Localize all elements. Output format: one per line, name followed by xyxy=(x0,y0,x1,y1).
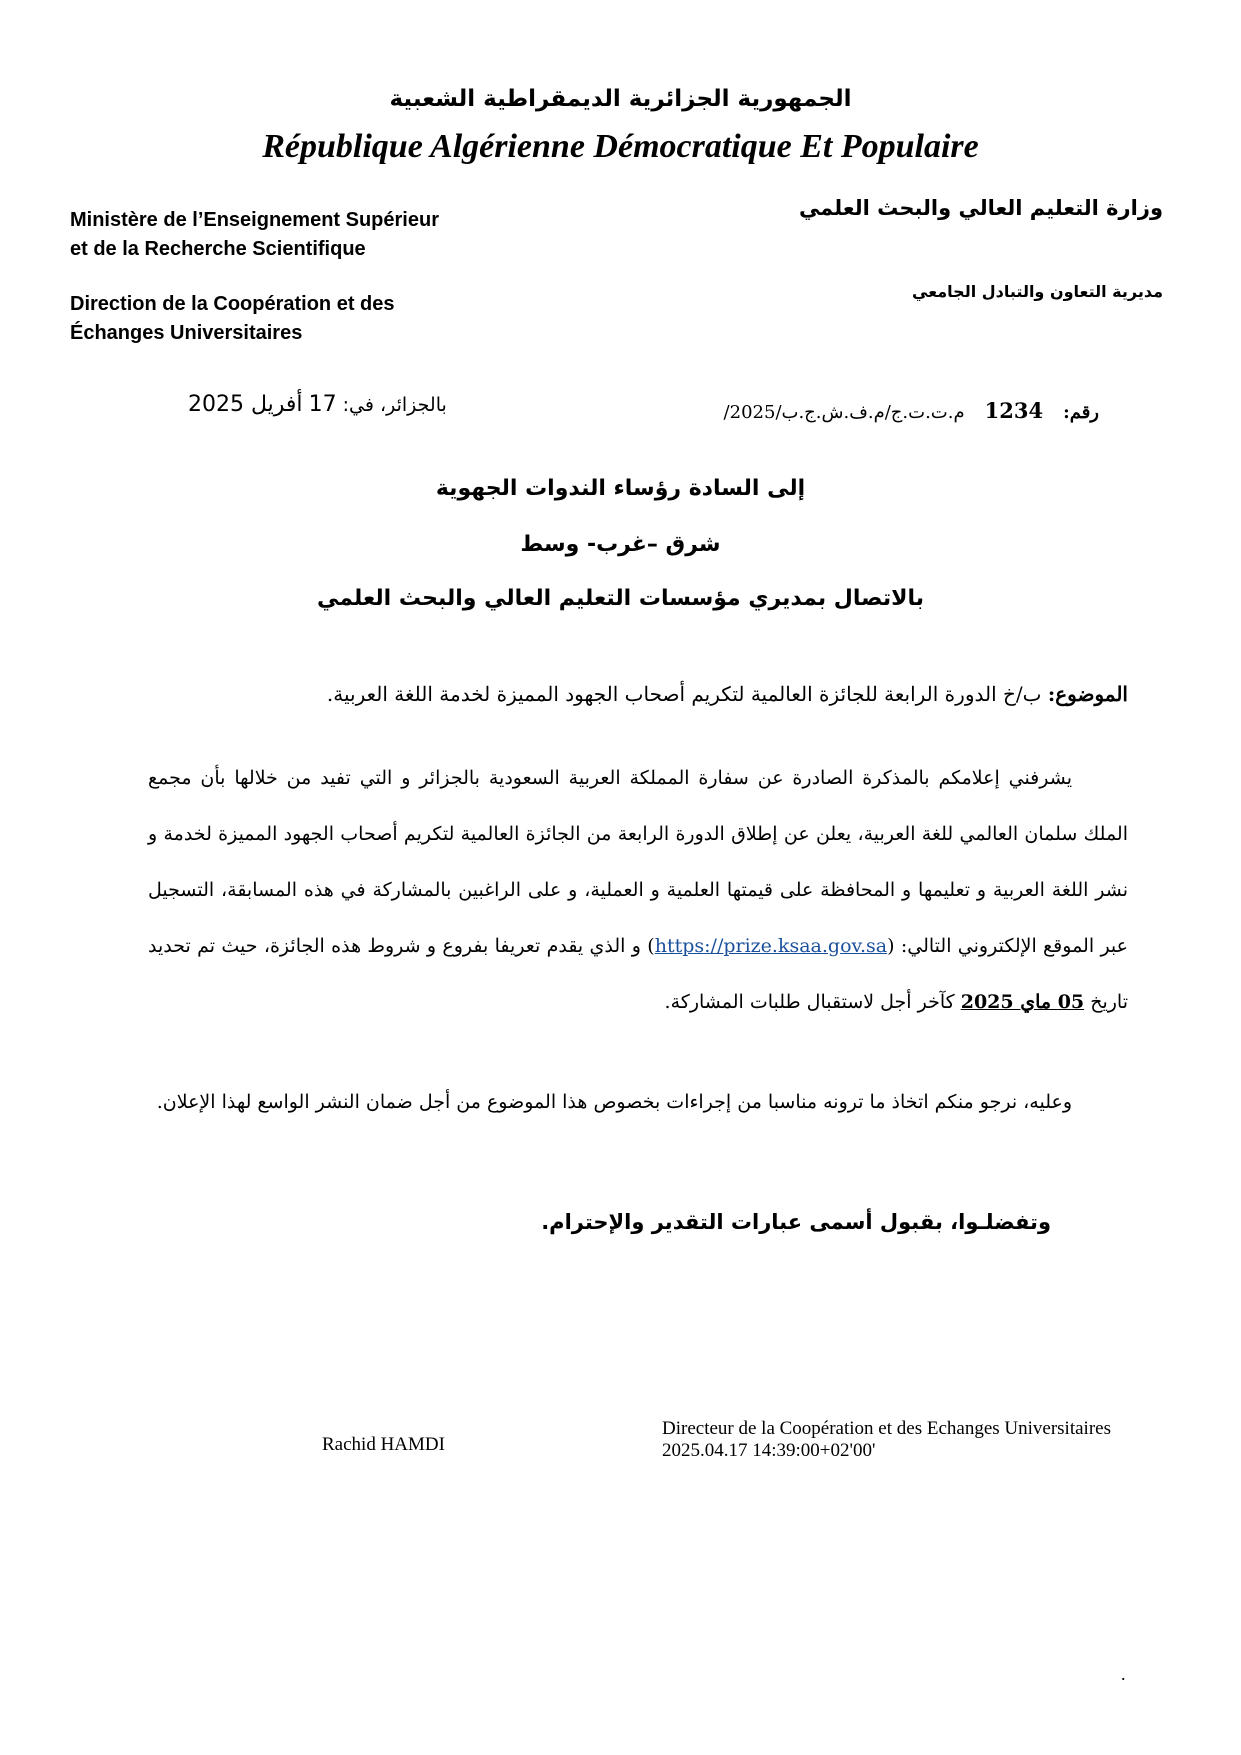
reference-number-label: رقم: xyxy=(1063,402,1099,423)
paragraph-1-text: يشرفني إعلامكم بالمذكرة الصادرة عن سفارة المملكة العربية السعودية بالجزائر و التي تفيد من خلالها بأن مجمع الملك سلمان العالمي للغة العربية، يعلن عن إطلاق الدورة الرابعة من الجائزة العالمية لتكريم أصحاب الجهود المميزة لخدمة و نشر اللغة العربية و تعليمها و المحافظة على قيمتها العلمية و العملية، و على الراغبين بالمشاركة في هذه المسابقة، التسجيل عبر الموقع الإلكتروني التالي: ( xyxy=(148,767,1128,957)
addressee-line3: بالاتصال بمديري مؤسسات التعليم العالي والبحث العلمي xyxy=(317,586,924,611)
ministry-french-line1: Ministère de l’Enseignement Supérieur xyxy=(70,209,439,231)
reference-number-value: 1234 xyxy=(984,398,1044,423)
signatory-title: Directeur de la Coopération et des Echanges Universitaires xyxy=(662,1418,1111,1439)
ministry-french xyxy=(70,206,439,264)
deadline-date: 05 ماي 2025 xyxy=(960,991,1085,1013)
page-end-dot: . xyxy=(1121,1664,1126,1684)
date-month-year: أفريل 2025 xyxy=(188,392,303,417)
date-place: بالجزائر، في: xyxy=(342,394,447,416)
direction-arabic: مديرية التعاون والتبادل الجامعي xyxy=(912,282,1163,301)
subject-label: الموضوع: xyxy=(1047,682,1128,706)
addressee-line1: إلى السادة رؤساء الندوات الجهوية xyxy=(435,476,806,501)
paragraph-1-end: كآخر أجل لاستقبال طلبات المشاركة. xyxy=(664,991,955,1013)
body-paragraph-2: وعليه، نرجو منكم اتخاذ ما ترونه مناسبا من إجراءات بخصوص هذا الموضوع من أجل ضمان النشر الواسع لهذا الإعلان. xyxy=(156,1091,1072,1113)
signature-timestamp: 2025.04.17 14:39:00+02'00' xyxy=(662,1440,876,1461)
republic-title-french: République Algérienne Démocratique Et Populaire xyxy=(262,128,979,165)
subject-text: ب/خ الدورة الرابعة للجائزة العالمية لتكريم أصحاب الجهود المميزة لخدمة اللغة العربية. xyxy=(326,682,1042,706)
paragraph-1-after-link: ) و الذي يقدم تعريفا بفروع و شروط هذه الجائزة، حيث تم تحديد تاريخ xyxy=(148,935,1128,1013)
addressee-line2: شرق –غرب- وسط xyxy=(520,532,721,557)
closing-formula: وتفضلـوا، بقبول أسمى عبارات التقدير والإحترام. xyxy=(541,1210,1051,1234)
date-day: 17 xyxy=(308,392,337,417)
direction-french-line1: Direction de la Coopération et des xyxy=(70,293,395,315)
direction-french xyxy=(70,290,395,348)
ministry-arabic: وزارة التعليم العالي والبحث العلمي xyxy=(798,196,1163,220)
reference-number xyxy=(724,398,1099,423)
republic-title-arabic: الجمهورية الجزائرية الديمقراطية الشعبية xyxy=(389,86,852,112)
ministry-french-line2: et de la Recherche Scientifique xyxy=(70,238,366,260)
prize-website-link[interactable]: https://prize.ksaa.gov.sa xyxy=(654,935,888,957)
digital-signature-block xyxy=(662,1418,1111,1462)
letter-date xyxy=(188,392,447,417)
signatory-name: Rachid HAMDI xyxy=(322,1434,445,1455)
reference-code: /م.ت.ت.ج/م.ف.ش.ج.ب/2025 xyxy=(723,402,965,423)
body-paragraph-1 xyxy=(148,750,1128,1030)
direction-french-line2: Échanges Universitaires xyxy=(70,322,303,344)
subject-line xyxy=(148,682,1128,706)
